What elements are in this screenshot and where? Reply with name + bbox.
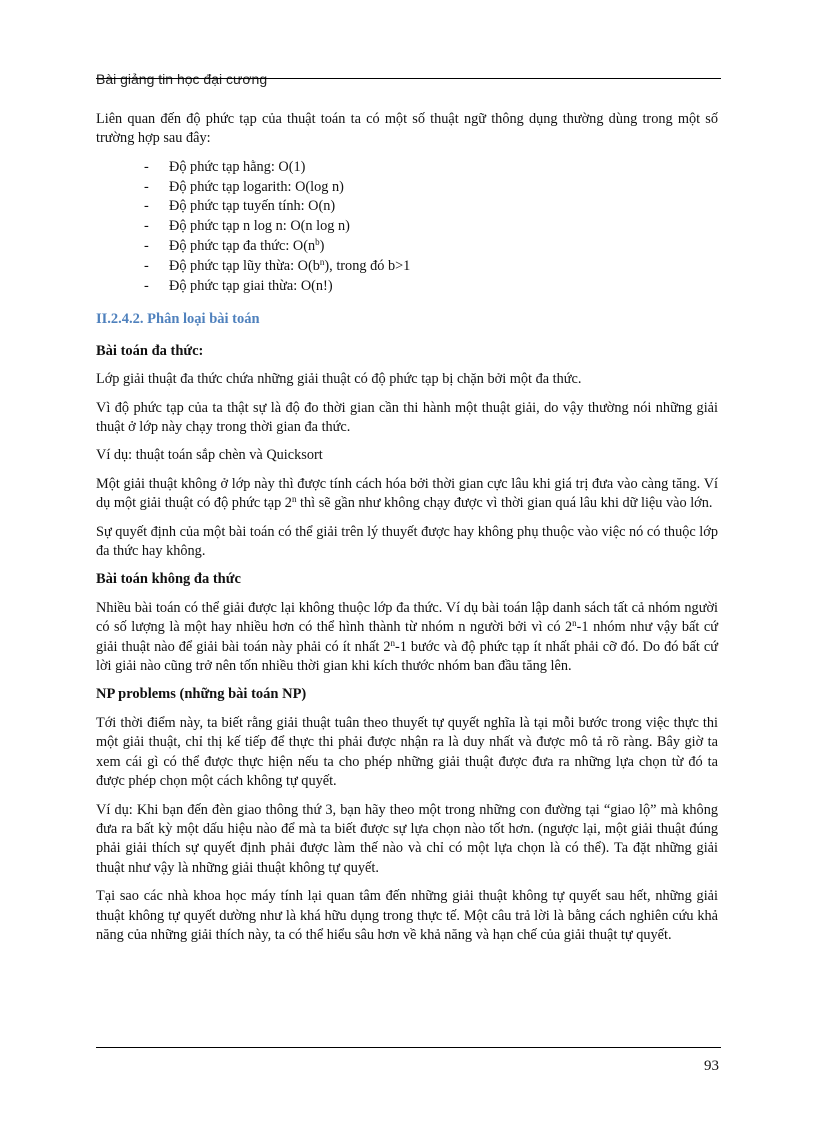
complexity-list xyxy=(96,158,718,297)
intro-paragraph: Liên quan đến độ phức tạp của thuật toán ta có một số thuật ngữ thông dụng thường dùng trong một số trường hợp sau đây: xyxy=(96,111,718,147)
dash-bullet: - xyxy=(144,277,149,294)
np-paragraph-3: Tại sao các nhà khoa học máy tính lại quan tâm đến những giải thuật không tự quyết sau hết, những giải thuật không tự quyết dường như là khá hữu dụng trong thực tế. Một câu trả lời là bằng cách nghiên cứu khả năng của những giải thích này, ta có thể hiểu sâu hơn về khả năng và hạn chế của giải thuật tự quyết. xyxy=(96,888,718,943)
page-number: 93 xyxy=(704,1058,719,1074)
np-heading: NP problems (những bài toán NP) xyxy=(96,686,307,703)
page-content xyxy=(96,110,718,954)
polynomial-heading: Bài toán đa thức: xyxy=(96,342,204,359)
polynomial-paragraph-4: Một giải thuật không ở lớp này thì được tính cách hóa bởi thời gian cực lâu khi giá trị đưa vào càng tăng. Ví dụ một giải thuật có độ phức tạp 2$^n$ thì sẽ gần như không chạy được vì thời gian quá lâu khi dữ liệu vào lớn. xyxy=(96,475,718,512)
list-item: - Độ phức tạp đa thức: $O(n^b)$ xyxy=(144,237,718,257)
list-item: - Độ phức tạp giai thừa: O(n!) xyxy=(144,277,718,297)
np-paragraph-2: Ví dụ: Khi bạn đến đèn giao thông thứ 3, bạn hãy theo một trong những con đường tại “giao lộ” mà không đưa ra bất kỳ một dấu hiệu nào để mà ta biết được sự lựa chọn nào tốt hơn. (ngược lại, một giải thuật đúng phải giải thích sự quyết định phải được làm thế nào và chỉ có một lựa chọn là có thể). Ta đặt những giải thuật như vậy là những giải thuật không tự quyết. xyxy=(96,801,718,876)
polynomial-paragraph-1: Lớp giải thuật đa thức chứa những giải thuật có độ phức tạp bị chặn bởi một đa thức. xyxy=(96,371,582,388)
dash-bullet: - xyxy=(144,198,149,215)
non-polynomial-heading: Bài toán không đa thức xyxy=(96,571,241,588)
list-item: - Độ phức tạp lũy thừa: $O(b^n)$, trong đó b>1 xyxy=(144,257,718,277)
running-header-title: Bài giảng tin học đại cương xyxy=(96,71,268,87)
superscript: b xyxy=(315,237,320,247)
list-item: - Độ phức tạp hằng: O(1) xyxy=(144,158,718,178)
list-item: - Độ phức tạp tuyến tính: O(n) xyxy=(144,197,718,217)
section-heading: II.2.4.2. Phân loại bài toán xyxy=(96,311,260,328)
superscript: n xyxy=(291,494,297,505)
superscript: n xyxy=(390,637,395,648)
superscript: n xyxy=(572,618,577,629)
dash-bullet: - xyxy=(144,218,149,235)
list-item: - Độ phức tạp n log n: O(n log n) xyxy=(144,217,718,237)
list-item: - Độ phức tạp logarith: O(log n) xyxy=(144,178,718,198)
dash-bullet: - xyxy=(144,178,149,195)
footer-divider xyxy=(96,1047,721,1048)
dash-bullet: - xyxy=(144,238,149,254)
polynomial-paragraph-5: Sự quyết định của một bài toán có thể giải trên lý thuyết được hay không phụ thuộc vào việc nó có thuộc lớp đa thức hay không. xyxy=(96,523,718,560)
np-paragraph-1: Tới thời điểm này, ta biết rằng giải thuật tuân theo thuyết tự quyết nghĩa là tại mỗi bước trong việc thực thi một giải thuật, chỉ thị kế tiếp để thực thi phải được nhận ra là duy nhất và được mô tả rõ ràng. Bây giờ ta xem cái gì có thể được thực hiện nếu ta cho phép những giải thuật được đưa ra những lựa chọn từ đó ta được phép chọn một cách không tự quyết. xyxy=(96,714,718,790)
dash-bullet: - xyxy=(144,158,149,175)
header-divider xyxy=(96,78,721,79)
superscript: n xyxy=(319,256,325,267)
dash-bullet: - xyxy=(144,257,149,274)
non-polynomial-paragraph: Nhiều bài toán có thể giải được lại không thuộc lớp đa thức. Ví dụ bài toán lập danh sách tất cả nhóm người có số lượng là một hay nhiều hơn có thể hình thành từ nhóm n người bởi vì có 2$^n$-1 nhóm như vậy bất cứ giải thuật nào để giải bài toán này phải có ít nhất 2$^n$-1 bước và độ phức tạp ít nhất phải cỡ đó. Do đó bất cứ lời giải nào cũng trở nên tốn nhiều thời gian khi kích thước nhóm ban đầu tăng lên. xyxy=(96,599,718,675)
polynomial-paragraph-2: Vì độ phức tạp của ta thật sự là độ đo thời gian cần thi hành một thuật giải, do vậy thường nói những giải thuật ở lớp này chạy trong thời gian đa thức. xyxy=(96,399,718,436)
polynomial-paragraph-3: Ví dụ: thuật toán sắp chèn và Quicksort xyxy=(96,447,323,464)
